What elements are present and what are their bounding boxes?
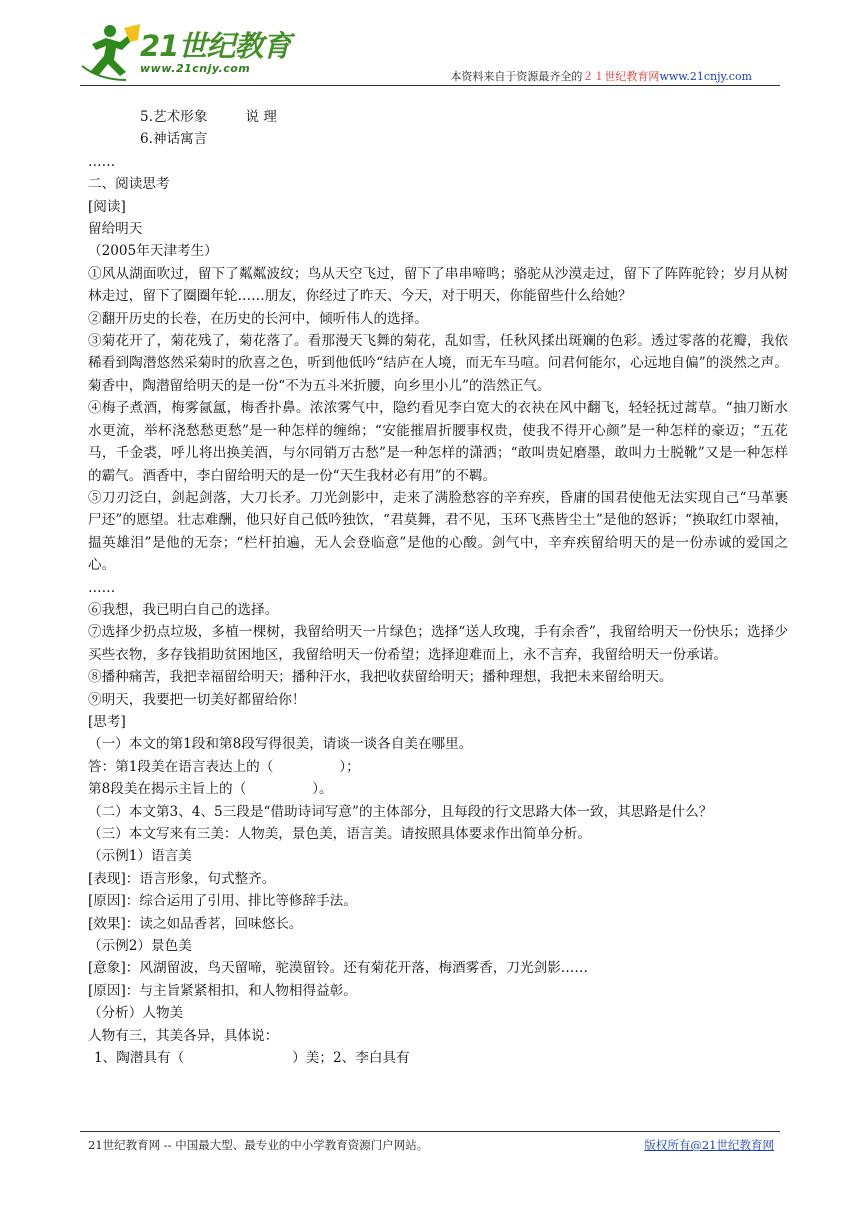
answer-prefix: 1、陶潜具有（ <box>94 1050 185 1067</box>
text-line: 6.神话寓言 <box>140 131 208 148</box>
paragraph: ④梅子煮酒，梅雾氤氲，梅香扑鼻。浓浓雾气中，隐约看见李白宽大的衣袂在风中翻飞，轻轻抚过蒿草。“抽刀断水水更流，举杯浇愁愁更愁”是一种怎样的缠绵；“安能摧眉折腰事权贵，使我不得开心颜”是一种怎样的豪迈；“五花马，千金裘，呼儿将出换美酒，与尔同销万古愁”是一种怎样的潇洒；“敢叫贵妃磨墨，敢叫力士脱靴”又是一种怎样的霸气。酒香中，李白留给明天的是一份“天生我材必有用”的不羁。 <box>88 400 788 484</box>
answer-line <box>88 778 788 800</box>
paragraph: ③菊花开了，菊花残了，菊花落了。看那漫天飞舞的菊花，乱如雪，任秋风揉出斑斓的色彩。透过零落的花瓣，我依稀看到陶潜悠然采菊时的欣喜之色，听到他低吟“结庐在人境，而无车马喧。问君何能尔，心远地自偏”的淡然之声。菊香中，陶潜留给明天的是一份“不为五斗米折腰，向乡里小儿”的浩然正气。 <box>88 333 788 394</box>
subsection-label: [阅读] <box>88 198 126 215</box>
text-line: …… <box>88 579 116 596</box>
answer-suffix: ）。 <box>312 781 333 798</box>
list-item: 5.艺术形象 <box>140 109 208 125</box>
site-logo[interactable] <box>80 22 310 84</box>
paragraph: ⑥我想，我已明白自己的选择。 <box>88 601 279 618</box>
example-label: （示例1）语言美 <box>88 848 192 865</box>
example-line: [表现]：语言形象，句式整齐。 <box>88 870 276 887</box>
text-line <box>88 106 788 128</box>
document-body <box>88 106 788 1069</box>
copyright-link[interactable]: 版权所有@21世纪教育网 <box>644 1138 774 1152</box>
source-prefix: 本资料来自于资源最齐全的 <box>450 70 583 83</box>
article-source: （2005年天津考生） <box>88 243 218 260</box>
subsection-label: [思考] <box>88 713 126 730</box>
answer-prefix: 答：第1段美在语言表达上的（ <box>88 758 274 775</box>
example-label: （分析）人物美 <box>88 1005 184 1022</box>
paragraph: ⑦选择少扔点垃圾，多植一棵树，我留给明天一片绿色；选择“送人玫瑰，手有余香”，我留给明天一份快乐；选择少买些衣物，多存钱捐助贫困地区，我留给明天一份希望；选择迎难而上，永不言弃，我留给明天一份承诺。 <box>88 624 788 663</box>
answer-suffix: ）； <box>339 758 360 775</box>
paragraph: ⑤刀刃泛白，剑起剑落，大刀长矛。刀光剑影中，走来了满脸愁容的辛弃疾，昏庸的国君使他无法实现自己“马革裹尸还”的愿望。壮志难酬，他只好自己低吟独饮，“君莫舞，君不见，玉环飞燕皆尘土”是他的怒诉；“换取红巾翠袖，揾英雄泪”是他的无奈；“栏杆拍遍，无人会登临意”是他的心酸。剑气中，辛弃疾留给明天的是一份赤诚的爱国之心。 <box>88 489 788 574</box>
text-line: …… <box>88 153 116 170</box>
footer-text: 21世纪教育网 -- 中国最大型、最专业的中小学教育资源门户网站。 <box>88 1138 429 1152</box>
running-figure-icon <box>80 22 142 82</box>
logo-text: 21世纪教育 <box>140 29 291 63</box>
source-num: ２１ <box>582 70 605 83</box>
example-line: [效果]：读之如品香茗，回味悠长。 <box>88 915 303 932</box>
question: （二）本文第3、4、5三段是“借助诗词写意”的主体部分，且每段的行文思路大体一致，其思路是什么？ <box>88 803 713 820</box>
footer-divider <box>80 1131 780 1132</box>
section-heading: 二、阅读思考 <box>88 176 170 193</box>
example-line: [意象]：风湖留波，鸟天留啼，驼漠留铃。还有菊花开落，梅酒雾香，刀光剑影…… <box>88 960 588 977</box>
example-line: [原因]：综合运用了引用、排比等修辞手法。 <box>88 893 357 910</box>
paragraph: ⑨明天，我要把一切美好都留给你！ <box>88 691 306 708</box>
example-line: 人物有三，其美各异，具体说： <box>88 1027 279 1044</box>
answer-line <box>88 756 788 778</box>
source-site: 世纪教育网 <box>604 70 660 83</box>
header-divider <box>80 85 780 86</box>
answer-suffix: ）美；2、李白具有 <box>292 1050 410 1067</box>
logo-url: www.21cnjy.com <box>140 62 251 75</box>
example-label: （示例2）景色美 <box>88 938 192 955</box>
paragraph: ②翻开历史的长卷，在历史的长河中，倾听伟人的选择。 <box>88 310 428 327</box>
header-source <box>450 68 752 84</box>
answer-prefix: 第8段美在揭示主旨上的（ <box>88 781 247 798</box>
source-url-link[interactable]: www.21cnjy.com <box>659 70 752 83</box>
question: （三）本文写来有三美：人物美，景色美，语言美。请按照具体要求作出简单分析。 <box>88 826 591 842</box>
example-line: [原因]：与主旨紧紧相扣，和人物相得益彰。 <box>88 982 357 999</box>
answer-line <box>88 1047 788 1069</box>
article-title: 留给明天 <box>88 221 143 238</box>
question: （一）本文的第1段和第8段写得很美，请谈一谈各自美在哪里。 <box>88 736 473 753</box>
paragraph: ①风从湖面吹过，留下了粼粼波纹；鸟从天空飞过，留下了串串啼鸣；骆驼从沙漠走过，留下了阵阵驼铃；岁月从树林走过，留下了圈圈年轮……朋友，你经过了昨天、今天，对于明天，你能留些什么给她？ <box>88 265 788 305</box>
page-header <box>80 22 780 84</box>
list-item: 说 理 <box>245 109 277 125</box>
paragraph: ⑧播种痛苦，我把幸福留给明天；播种汗水，我把收获留给明天；播种理想，我把未来留给明天。 <box>88 669 673 686</box>
